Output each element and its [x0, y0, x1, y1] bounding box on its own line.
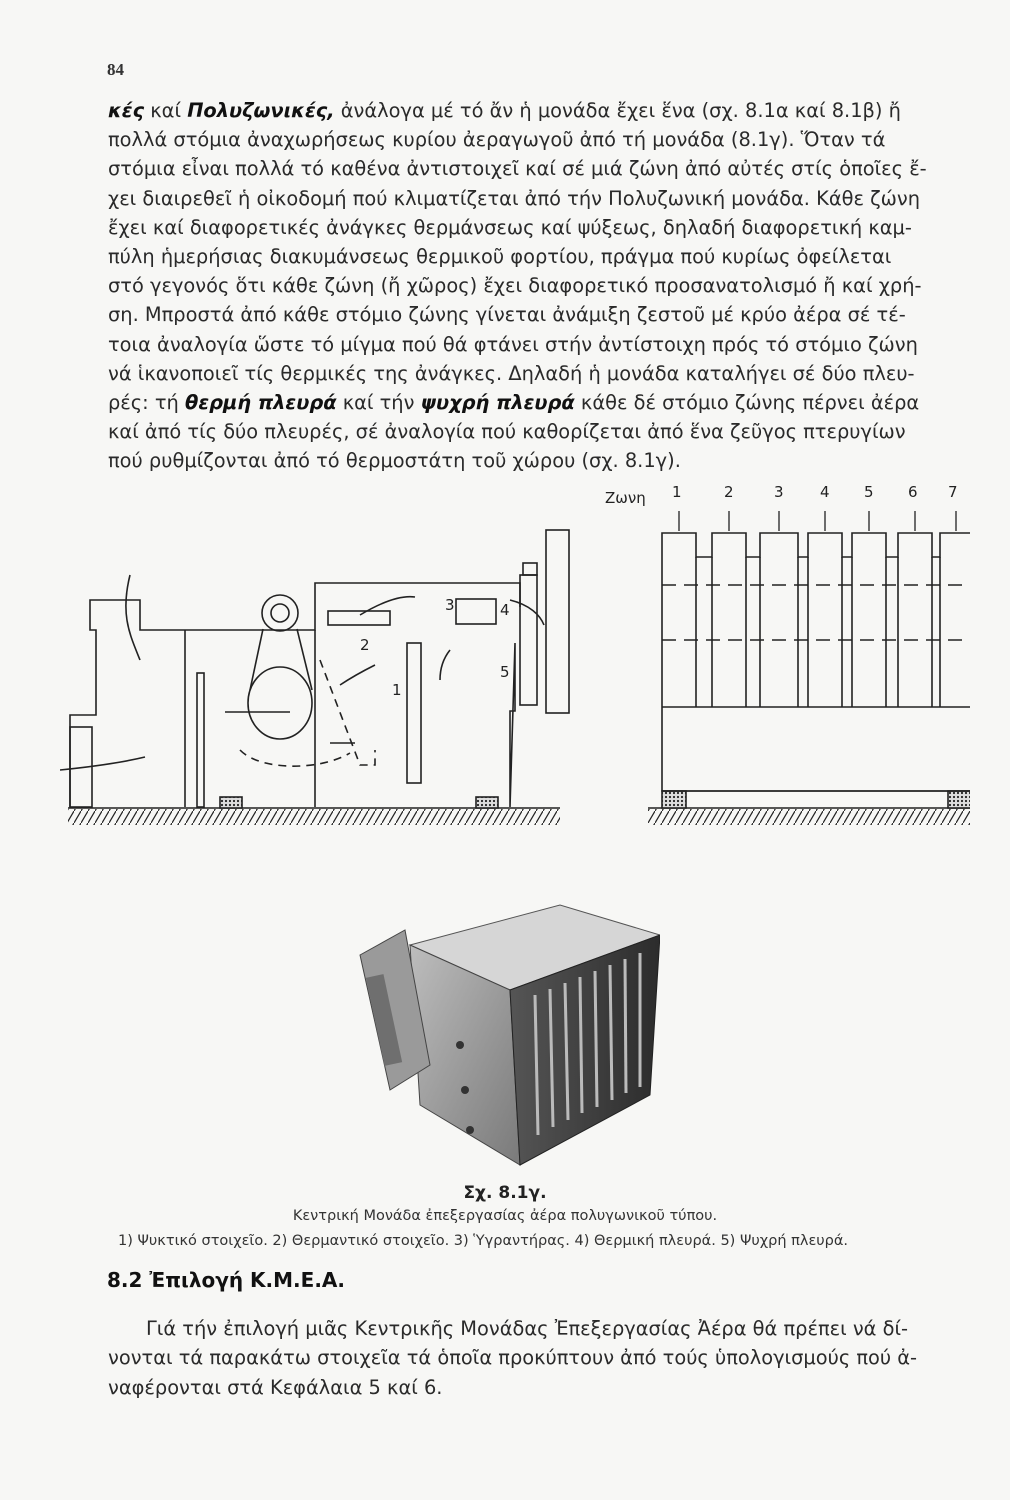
vibration-pad	[476, 797, 498, 808]
unit-photograph	[350, 895, 660, 1180]
filter-panel	[197, 673, 204, 807]
section-heading: 8.2 Ἐπιλογή Κ.Μ.Ε.Α.	[107, 1268, 345, 1292]
figure-label: Σχ. 8.1γ.	[463, 1183, 547, 1203]
part-number-1: 1	[392, 681, 402, 699]
text-line	[108, 388, 958, 417]
zone-number: 2	[724, 483, 734, 501]
section-paragraph	[108, 1314, 958, 1402]
zone-number: 1	[672, 483, 682, 501]
part-number-2: 2	[360, 636, 370, 654]
zone-number: 3	[774, 483, 784, 501]
cold-deck-damper	[520, 575, 537, 705]
part-number-3: 3	[445, 596, 455, 614]
text-line: νονται τά παρακάτω στοιχεῖα τά ὁποῖα προκύπτουν ἀπό τούς ὑπολογισμούς πού ἀ-	[108, 1346, 918, 1370]
text-run: καί	[144, 99, 188, 122]
body-paragraph	[108, 96, 958, 476]
text-line	[108, 96, 958, 125]
text-line: τοια ἀναλογία ὥστε τό μίγμα πού θά φτάνει στήν ἀντίστοιχη πρός τό στόμιο ζώνη	[108, 332, 918, 356]
part-number-4: 4	[500, 601, 510, 619]
zone-number: 4	[820, 483, 830, 501]
text-line: πύλη ἡμερήσιας διακυμάνσεως θερμικοῦ φορτίου, πράγμα πού κυρίως ὀφείλεται	[108, 245, 892, 269]
humidifier	[456, 599, 496, 624]
zone-label: Ζωνη	[605, 489, 646, 507]
zone-outlets-housing	[662, 533, 970, 791]
bold-term: θερμή πλευρά	[185, 391, 337, 415]
text-line: στόμια εἶναι πολλά τό καθένα ἀντιστοιχεῖ καί σέ μιά ζώνη ἀπό αὐτές στίς ὁποῖες ἔ-	[108, 157, 927, 181]
figure-legend: 1) Ψυκτικό στοιχεῖο. 2) Θερμαντικό στοιχεῖο. 3) Ὑγραντήρας. 4) Θερμική πλευρά. 5) Ψυχρή πλευρά.	[118, 1233, 849, 1249]
text-line: ἔχει καί διαφορετικές ἀνάγκες θερμάνσεως καί ψύξεως, δηλαδή διαφορετική καμ-	[108, 215, 912, 239]
zone-outlet-duct	[546, 530, 569, 713]
heating-coil	[328, 611, 390, 625]
bold-term: κές	[108, 99, 145, 122]
bold-term: ψυχρή πλευρά	[420, 391, 575, 415]
text-line: καί ἀπό τίς δύο πλευρές, σέ ἀναλογία πού καθορίζεται ἀπό ἕνα ζεῦγος πτερυγίων	[108, 420, 906, 444]
text-line: νά ἱκανοποιεῖ τίς θερμικές της ἀνάγκες. Δηλαδή ἡ μονάδα καταλήγει σέ δύο πλευ-	[108, 361, 915, 385]
coil-panel	[407, 643, 421, 783]
figure-title: Κεντρική Μονάδα ἐπεξεργασίας ἀέρα πολυγωνικοῦ τύπου.	[292, 1208, 718, 1224]
text-line: ση. Μπροστά ἀπό κάθε στόμιο ζώνης γίνεται ἀνάμιξη ζεστοῦ μέ κρύο ἀέρα σέ τέ-	[108, 303, 906, 327]
bold-term: Πολυζωνικές,	[187, 99, 335, 122]
text-run: ρές: τή	[108, 391, 185, 415]
text-line: στό γεγονός ὅτι κάθε ζώνη (ἤ χῶρος) ἔχει διαφορετικό προσανατολισμό ἤ καί χρή-	[108, 274, 922, 298]
text-run: ἀνάλογα μέ τό ἄν ἡ μονάδα ἔχει ἕνα (σχ. 8.1α καί 8.1β) ἤ	[334, 99, 901, 122]
part-number-5: 5	[500, 663, 510, 681]
air-handling-unit-diagram	[60, 475, 970, 845]
zone-number: 6	[908, 483, 918, 501]
page-number: 84	[107, 60, 124, 79]
text-line: ναφέρονται στά Κεφάλαια 5 καί 6.	[108, 1375, 443, 1399]
text-line: πού ρυθμίζονται ἀπό τό θερμοστάτη τοῦ χώρου (σχ. 8.1γ).	[108, 449, 681, 473]
vibration-pad	[220, 797, 242, 808]
damper-actuator	[523, 563, 537, 575]
zone-number: 7	[948, 483, 958, 501]
zone-number: 5	[864, 483, 874, 501]
text-run: κάθε δέ στόμιο ζώνης πέρνει ἀέρα	[574, 391, 920, 415]
text-line: Γιά τήν ἐπιλογή μιᾶς Κεντρικῆς Μονάδας Ἐπεξεργασίας Ἀέρα θά πρέπει νά δί-	[146, 1317, 909, 1340]
text-line: πολλά στόμια ἀναχωρήσεως κυρίου ἀεραγωγοῦ ἀπό τή μονάδα (8.1γ). Ὅταν τά	[108, 128, 886, 152]
text-run: καί τήν	[336, 391, 421, 415]
unit-housing	[70, 583, 520, 807]
text-line: χει διαιρεθεῖ ἡ οἰκοδομή πού κλιματίζεται ἀπό τήν Πολυζωνική μονάδα. Κάθε ζώνη	[108, 186, 921, 210]
ground-hatch	[68, 809, 560, 825]
